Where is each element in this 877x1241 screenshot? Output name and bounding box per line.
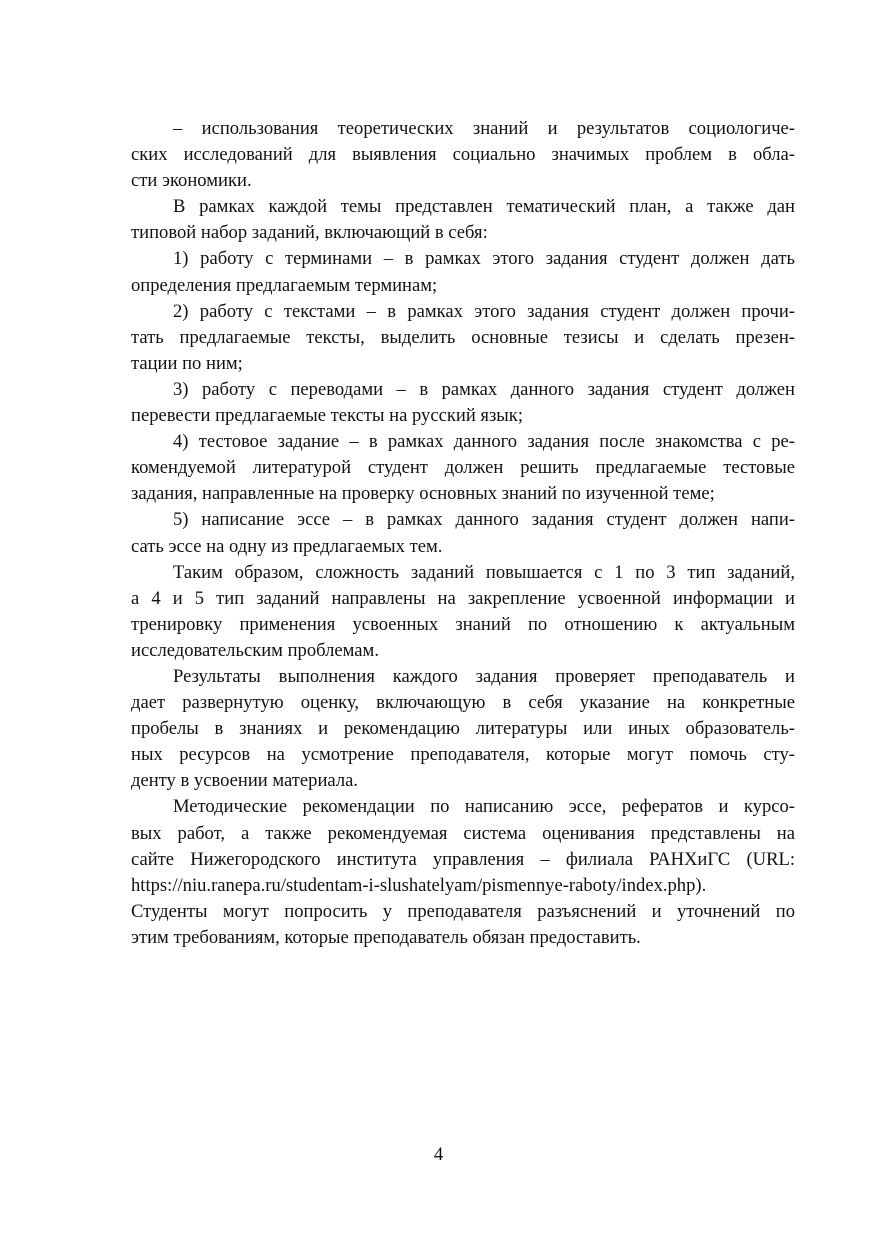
text-line: В рамках каждой темы представлен тематический план, а также дан bbox=[173, 196, 795, 218]
text-line: исследовательским проблемам. bbox=[131, 639, 379, 661]
text-line: определения предлагаемым терминам; bbox=[131, 274, 438, 296]
text-line: сать эссе на одну из предлагаемых тем. bbox=[131, 535, 443, 557]
text-line: комендуемой литературой студент должен решить предлагаемые тестовые bbox=[131, 457, 795, 479]
paragraph bbox=[131, 429, 795, 507]
page-number: 4 bbox=[433, 1144, 444, 1165]
text-line: задания, направленные на проверку основных знаний по изученной теме; bbox=[131, 483, 715, 505]
text-line: дает развернутую оценку, включающую в себя указание на конкретные bbox=[131, 692, 795, 714]
paragraph bbox=[131, 507, 795, 559]
text-line: 3) работу с переводами – в рамках данного задания студент должен bbox=[173, 378, 795, 400]
text-line: тации по ним; bbox=[131, 352, 243, 374]
paragraph bbox=[131, 377, 795, 429]
text-line: 1) работу с терминами – в рамках этого задания студент должен дать bbox=[173, 248, 795, 270]
text-line: тать предлагаемые тексты, выделить основные тезисы и сделать презен- bbox=[131, 326, 795, 348]
text-line: Студенты могут попросить у преподавателя разъяснений и уточнений по bbox=[131, 900, 795, 922]
text-line: вых работ, а также рекомендуемая система оценивания представлены на bbox=[131, 822, 795, 844]
text-line: перевести предлагаемые тексты на русский язык; bbox=[131, 405, 524, 427]
text-line: – использования теоретических знаний и результатов социологиче- bbox=[173, 118, 795, 139]
text-line: Таким образом, сложность заданий повышается с 1 по 3 тип заданий, bbox=[173, 561, 795, 583]
paragraph bbox=[131, 116, 795, 194]
text-line: 4) тестовое задание – в рамках данного задания после знакомства с ре- bbox=[173, 431, 795, 453]
text-line: 2) работу с текстами – в рамках этого задания студент должен прочи- bbox=[173, 300, 795, 322]
text-line: Результаты выполнения каждого задания проверяет преподаватель и bbox=[173, 665, 795, 687]
text-line: тренировку применения усвоенных знаний по отношению к актуальным bbox=[131, 613, 795, 635]
paragraph bbox=[131, 794, 795, 951]
text-line: этим требованиям, которые преподаватель обязан предоставить. bbox=[131, 926, 641, 948]
paragraph bbox=[131, 299, 795, 377]
text-line: ных ресурсов на усмотрение преподавателя, которые могут помочь сту- bbox=[131, 744, 795, 766]
body-text bbox=[131, 116, 795, 951]
paragraph bbox=[131, 664, 795, 794]
paragraph bbox=[131, 246, 795, 298]
text-line: сти экономики. bbox=[131, 170, 252, 192]
text-line: пробелы в знаниях и рекомендацию литературы или иных образователь- bbox=[131, 718, 795, 740]
text-line: https://niu.ranepa.ru/studentam-i-slushatelyam/pismennye-raboty/index.php). bbox=[131, 874, 707, 896]
text-line: Методические рекомендации по написанию эссе, рефератов и курсо- bbox=[173, 796, 795, 818]
paragraph bbox=[131, 560, 795, 664]
text-line: денту в усвоении материала. bbox=[131, 770, 359, 792]
text-line: сайте Нижегородского института управления – филиала РАНХиГС (URL: bbox=[131, 848, 795, 870]
text-line: типовой набор заданий, включающий в себя: bbox=[131, 222, 488, 244]
text-line: а 4 и 5 тип заданий направлены на закрепление усвоенной информации и bbox=[131, 587, 795, 609]
text-line: 5) написание эссе – в рамках данного задания студент должен напи- bbox=[173, 509, 795, 531]
paragraph bbox=[131, 194, 795, 246]
text-line: ских исследований для выявления социально значимых проблем в обла- bbox=[131, 144, 795, 166]
